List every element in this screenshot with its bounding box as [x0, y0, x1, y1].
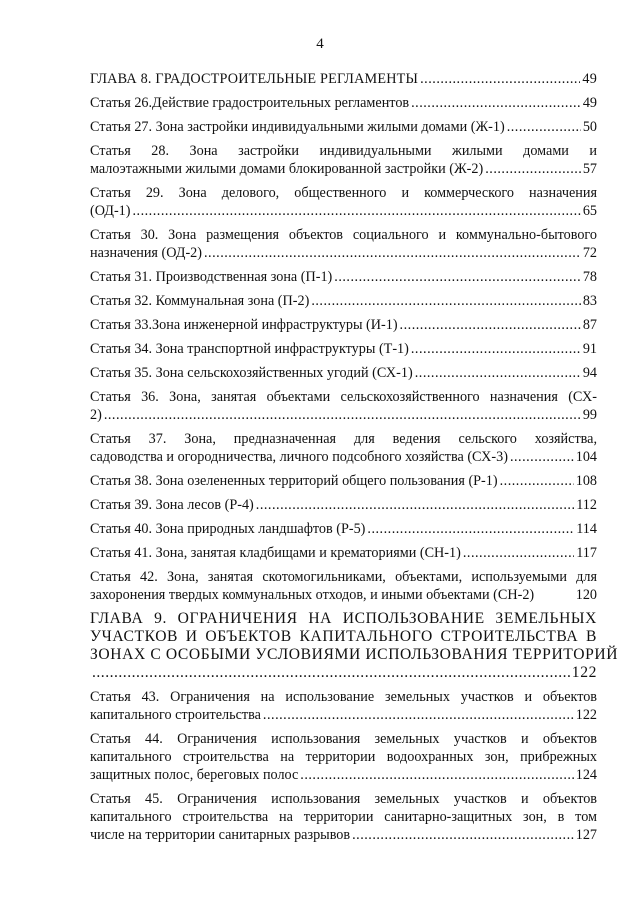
toc-entry[interactable]	[90, 118, 597, 136]
toc-entry[interactable]	[90, 94, 597, 112]
toc-entry-page-number: 114	[576, 521, 597, 537]
toc-entry-page-number: 50	[582, 119, 597, 135]
dot-leader	[510, 448, 574, 466]
dot-leader	[104, 406, 581, 424]
toc-entry-title: защитных полос, береговых полос	[90, 767, 299, 783]
toc-entry-page-number: 57	[582, 161, 597, 177]
toc-entry-leader-line	[90, 544, 597, 562]
toc-entry-leader-line	[90, 316, 597, 334]
toc-entry-leader-line	[90, 706, 597, 724]
dot-leader	[352, 826, 574, 844]
toc-entry-page-number: 122	[571, 664, 597, 681]
toc-entry-page-number: 120	[575, 587, 597, 603]
toc-entry-leader-line	[90, 406, 597, 424]
table-of-contents	[90, 70, 619, 850]
toc-entry-leader-line	[90, 118, 597, 136]
toc-entry-line: УЧАСТКОВ И ОБЪЕКТОВ КАПИТАЛЬНОГО СТРОИТЕЛЬСТВА В	[90, 628, 597, 645]
toc-entry-leader-line	[90, 586, 597, 604]
toc-entry-leader-line	[90, 340, 597, 358]
toc-entry[interactable]	[90, 142, 597, 178]
dot-leader	[204, 244, 581, 262]
toc-entry-line: капитального строительства на территории водоохранных зон, прибрежных	[90, 749, 597, 765]
toc-entry-line: Статья 42. Зона, занятая скотомогильниками, объектами, используемыми для	[90, 569, 597, 585]
toc-entry[interactable]	[90, 610, 619, 682]
toc-entry-line: Статья 43. Ограничения на использование земельных участков и объектов	[90, 689, 597, 705]
toc-entry-page-number: 99	[582, 407, 597, 423]
toc-entry-line: капитального строительства на территории санитарно-защитных зон, в том	[90, 809, 597, 825]
toc-entry-line: Статья 30. Зона размещения объектов социального и коммунально-бытового	[90, 227, 597, 243]
toc-entry-page-number: 104	[575, 449, 597, 465]
toc-entry[interactable]	[90, 316, 597, 334]
toc-entry-title: числе на территории санитарных разрывов	[90, 827, 351, 843]
toc-entry[interactable]	[90, 292, 597, 310]
toc-entry-line: ГЛАВА 9. ОГРАНИЧЕНИЯ НА ИСПОЛЬЗОВАНИЕ ЗЕМЕЛЬНЫХ	[90, 610, 597, 627]
toc-entry-title: малоэтажными жилыми домами блокированной застройки (Ж-2)	[90, 161, 484, 177]
toc-entry-title: (ОД-1)	[90, 203, 131, 219]
toc-entry-title: Статья 39. Зона лесов (Р-4)	[90, 497, 254, 513]
dot-leader	[311, 292, 580, 310]
toc-entry-title: назначения (ОД-2)	[90, 245, 202, 261]
toc-entry-leader-line	[90, 664, 597, 682]
toc-entry-page-number: 49	[582, 71, 597, 87]
dot-leader	[420, 70, 580, 88]
toc-entry-title: Статья 41. Зона, занятая кладбищами и крематориями (СН-1)	[90, 545, 461, 561]
toc-entry-title: Статья 38. Зона озелененных территорий общего пользования (Р-1)	[90, 473, 498, 489]
toc-entry[interactable]	[90, 184, 597, 220]
toc-entry-leader-line	[90, 520, 597, 538]
toc-entry-leader-line	[90, 364, 597, 382]
dot-leader	[500, 472, 574, 490]
toc-entry[interactable]	[90, 730, 597, 784]
toc-entry-leader-line	[90, 268, 597, 286]
toc-entry-title: капитального строительства	[90, 707, 261, 723]
dot-leader	[300, 766, 573, 784]
toc-entry-leader-line	[90, 292, 597, 310]
toc-entry-leader-line	[90, 472, 597, 490]
toc-entry-page-number: 124	[575, 767, 597, 783]
toc-entry-page-number: 72	[582, 245, 597, 261]
toc-entry-title: Статья 27. Зона застройки индивидуальными жилыми домами (Ж-1)	[90, 119, 505, 135]
toc-entry-leader-line	[90, 202, 597, 220]
toc-entry[interactable]	[90, 568, 597, 604]
dot-leader	[411, 340, 581, 358]
dot-leader	[256, 496, 574, 514]
toc-entry-leader-line	[90, 244, 597, 262]
toc-entry[interactable]	[90, 430, 597, 466]
page-number: 4	[316, 36, 324, 52]
toc-entry-line: Статья 45. Ограничения использования земельных участков и объектов	[90, 791, 597, 807]
toc-entry-page-number: 94	[582, 365, 597, 381]
toc-entry-page-number: 108	[575, 473, 597, 489]
toc-entry-page-number: 65	[582, 203, 597, 219]
toc-entry[interactable]	[90, 340, 597, 358]
toc-entry[interactable]	[90, 496, 597, 514]
toc-entry[interactable]	[90, 70, 597, 88]
toc-entry-line: Статья 29. Зона делового, общественного и коммерческого назначения	[90, 185, 597, 201]
toc-entry-page-number: 49	[582, 95, 597, 111]
dot-leader	[132, 202, 580, 220]
toc-entry-page-number: 83	[582, 293, 597, 309]
dot-leader	[415, 364, 581, 382]
dot-leader	[400, 316, 581, 334]
toc-entry-page-number: 78	[582, 269, 597, 285]
dot-leader	[367, 520, 574, 538]
toc-entry-leader-line	[90, 496, 597, 514]
toc-entry-title: Статья 31. Производственная зона (П-1)	[90, 269, 333, 285]
toc-entry[interactable]	[90, 520, 597, 538]
dot-leader	[463, 544, 574, 562]
toc-entry-title: Статья 34. Зона транспортной инфраструктуры (Т-1)	[90, 341, 409, 357]
toc-entry-leader-line	[90, 448, 597, 466]
dot-leader	[411, 94, 581, 112]
toc-entry-leader-line	[90, 826, 597, 844]
toc-entry-page-number: 87	[582, 317, 597, 333]
toc-entry-line: Статья 36. Зона, занятая объектами сельскохозяйственного назначения (СХ-	[90, 389, 597, 405]
toc-entry-page-number: 91	[582, 341, 597, 357]
toc-entry-title: ГЛАВА 8. ГРАДОСТРОИТЕЛЬНЫЕ РЕГЛАМЕНТЫ	[90, 71, 419, 87]
toc-entry-page-number: 122	[575, 707, 597, 723]
toc-entry[interactable]	[90, 790, 597, 844]
toc-entry[interactable]	[90, 364, 597, 382]
toc-entry-title: Статья 33.Зона инженерной инфраструктуры (И-1)	[90, 317, 398, 333]
toc-entry-leader-line	[90, 70, 597, 88]
toc-entry[interactable]	[90, 688, 597, 724]
toc-entry[interactable]	[90, 226, 597, 262]
dot-leader	[263, 706, 574, 724]
dot-leader	[92, 664, 570, 682]
toc-entry[interactable]	[90, 544, 597, 562]
toc-entry-page-number: 117	[576, 545, 597, 561]
toc-entry-page-number: 112	[576, 497, 597, 513]
toc-entry-title: Статья 40. Зона природных ландшафтов (Р-5)	[90, 521, 366, 537]
toc-entry[interactable]	[90, 268, 597, 286]
toc-entry-page-number: 127	[575, 827, 597, 843]
toc-entry-leader-line	[90, 160, 597, 178]
toc-entry-title: садоводства и огородничества, личного подсобного хозяйства (СХ-3)	[90, 449, 508, 465]
toc-entry-line: Статья 44. Ограничения использования земельных участков и объектов	[90, 731, 597, 747]
toc-entry-title: Статья 26.Действие градостроительных регламентов	[90, 95, 410, 111]
dot-leader	[334, 268, 581, 286]
toc-entry-line: Статья 28. Зона застройки индивидуальными жилыми домами и	[90, 143, 597, 159]
toc-entry-leader-line	[90, 94, 597, 112]
dot-leader	[507, 118, 581, 136]
toc-entry-line: Статья 37. Зона, предназначенная для ведения сельского хозяйства,	[90, 431, 597, 447]
toc-entry[interactable]	[90, 472, 597, 490]
toc-entry-line: ЗОНАХ С ОСОБЫМИ УСЛОВИЯМИ ИСПОЛЬЗОВАНИЯ ТЕРРИТОРИЙ	[90, 646, 619, 663]
toc-entry-leader-line	[90, 766, 597, 784]
toc-entry-title: Статья 35. Зона сельскохозяйственных угодий (СХ-1)	[90, 365, 413, 381]
toc-entry-title: захоронения твердых коммунальных отходов, и иными объектами (СН-2)	[90, 587, 535, 603]
toc-entry[interactable]	[90, 388, 597, 424]
toc-entry-title: Статья 32. Коммунальная зона (П-2)	[90, 293, 310, 309]
dot-leader	[485, 160, 581, 178]
toc-entry-title: 2)	[90, 407, 102, 423]
